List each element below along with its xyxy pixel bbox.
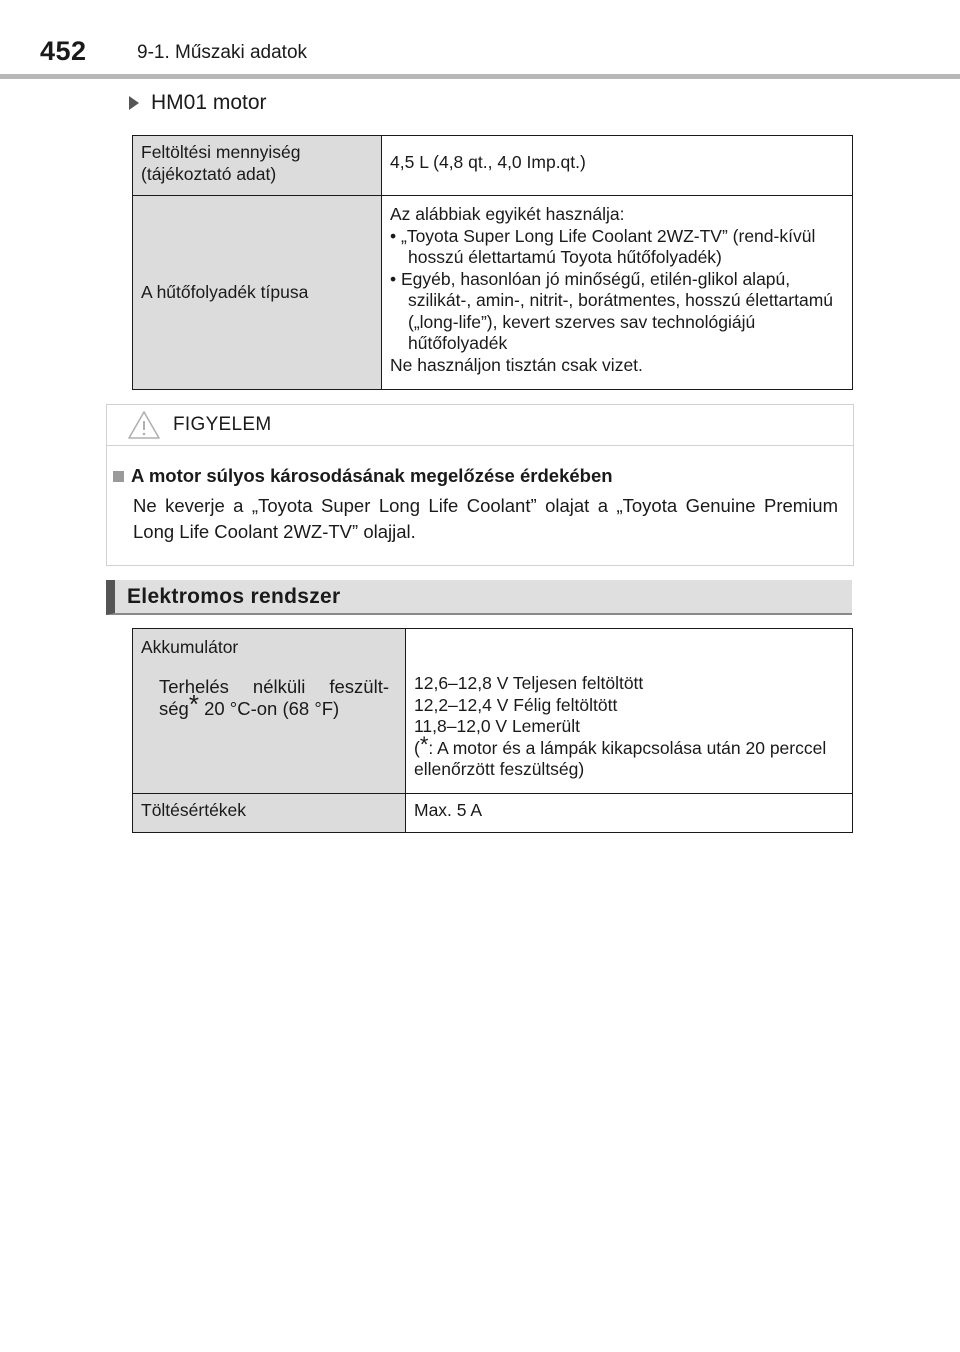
warning-subtitle-row (113, 465, 613, 487)
coolant-type-intro: Az alábbiak egyikét használja: (390, 204, 625, 224)
coolant-table (132, 135, 853, 390)
voltage-label (159, 676, 389, 720)
battery-label-cell (133, 629, 406, 794)
page-number: 452 (40, 36, 87, 66)
voltage-line-half: 12,2–12,4 V Félig feltöltött (414, 694, 618, 715)
charge-value: Max. 5 A (414, 800, 483, 820)
battery-label: Akkumulátor (141, 637, 239, 657)
footnote-asterisk: * (419, 731, 429, 757)
fill-quantity-label-line1: Feltöltési mennyiség (141, 142, 301, 162)
voltage-value-cell (406, 629, 853, 794)
coolant-type-note: Ne használjon tisztán csak vizet. (390, 354, 643, 375)
warning-subtitle: A motor súlyos károsodásának megelőzése érdekében (131, 465, 613, 486)
footnote-open: ( (414, 737, 420, 758)
footnote-text: : A motor és a lámpák kikapcsolása után 20 perccel ellenőrzött feszültség) (414, 737, 827, 779)
charge-label: Töltésértékek (141, 800, 247, 820)
play-arrow-icon (129, 96, 139, 110)
warning-header (107, 405, 853, 446)
voltage-line-empty: 11,8–12,0 V Lemerült (414, 716, 581, 736)
header-divider (0, 74, 960, 79)
voltage-label-a: Terhelés nélküli feszült-ség (159, 675, 389, 719)
voltage-line-full: 12,6–12,8 V Teljesen feltöltött (414, 673, 644, 693)
table-row (133, 196, 853, 390)
fill-quantity-value: 4,5 L (4,8 qt., 4,0 Imp.qt.) (390, 152, 586, 172)
warning-title: FIGYELEM (173, 414, 272, 435)
charge-value-cell (406, 794, 853, 833)
section-title: 9-1. Műszaki adatok (137, 42, 308, 63)
coolant-bullet-2: • Egyéb, hasonlóan jó minőségű, etilén-glikol alapú, szilikát-, amin-, nitrit-, borátmentes, hosszú élettartamú („long-life”), kevert szerves sav technológiájú hűtőfolyadék (390, 268, 834, 353)
fill-quantity-label-line2: (tájékoztató adat) (141, 163, 277, 184)
asterisk-mark: * (188, 689, 199, 720)
coolant-type-label-cell (133, 196, 382, 390)
coolant-bullet-1: • „Toyota Super Long Life Coolant 2WZ-TV” (rend-kívül hosszú élettartamú Toyota hűtőfolyadék) (390, 225, 816, 267)
table-row (133, 794, 853, 833)
subsection-title: HM01 motor (151, 91, 267, 114)
square-bullet-icon (113, 471, 124, 482)
coolant-type-value-cell (382, 196, 853, 390)
table-row (133, 629, 853, 794)
section-heading-bar (106, 580, 852, 615)
section-heading: Elektromos rendszer (127, 584, 341, 608)
subsection-heading (129, 91, 267, 115)
fill-quantity-label-cell (133, 136, 382, 196)
warning-box (106, 404, 854, 566)
electric-table (132, 628, 853, 833)
warning-triangle-icon (127, 410, 161, 440)
warning-body: Ne keverje a „Toyota Super Long Life Coolant” olajat a „Toyota Genuine Premium Long Life Coolant 2WZ-TV” olajjal. (133, 495, 838, 542)
voltage-label-b: 20 °C-on (68 °F) (198, 697, 340, 719)
table-row (133, 136, 853, 196)
charge-label-cell (133, 794, 406, 833)
voltage-footnote (414, 731, 844, 781)
fill-quantity-value-cell (382, 136, 853, 196)
coolant-type-label: A hűtőfolyadék típusa (141, 281, 309, 302)
